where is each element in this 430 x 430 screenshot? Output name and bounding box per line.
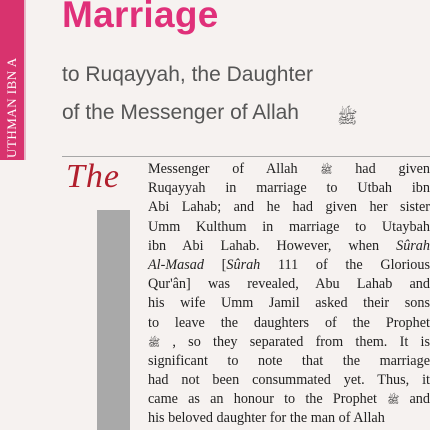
text-line: came as an honour to the Prophet ﷺ and xyxy=(148,391,430,408)
text-line: ﷺ , so they separated from them. It is xyxy=(148,333,430,350)
text-line: Messenger of Allah ﷺ had given xyxy=(148,161,430,177)
text-line: Ruqayyah in marriage to Utbah ibn xyxy=(148,180,430,197)
text-line: significant to note that the marriage xyxy=(148,352,430,369)
body-paragraph xyxy=(148,160,430,429)
chapter-subtitle-line-1: to Ruqayyah, the Daughter xyxy=(62,63,313,86)
text-line: Abi Lahab; and he had given her sister xyxy=(148,199,430,216)
honorific-glyph: ﷺ xyxy=(337,108,358,128)
honorific-glyph: ﷺ xyxy=(387,395,400,407)
honorific-glyph: ﷺ xyxy=(148,337,161,349)
title-divider xyxy=(62,156,430,157)
chapter-subtitle-line-2: of the Messenger of Allah xyxy=(62,101,299,124)
spine-divider xyxy=(24,0,26,160)
spine-label: UTHMAN IBN A xyxy=(4,57,19,158)
chapter-title: Marriage xyxy=(62,0,219,35)
text-line: Qur'ân] was revealed, Abu Lahab and xyxy=(148,276,430,293)
decorative-grey-bar xyxy=(97,210,130,430)
text-line: his beloved daughter for the man of Allah xyxy=(148,410,385,427)
text-line: to leave the daughters of the Prophet xyxy=(148,314,430,331)
chapter-spine-tab xyxy=(0,0,24,160)
drop-cap-word: The xyxy=(66,158,120,195)
text-line: had not been consummated yet. Thus, it xyxy=(148,372,430,389)
honorific-glyph: ﷺ xyxy=(320,165,333,176)
text-line: Al-Masad [Sûrah 111 of the Glorious xyxy=(148,256,430,273)
text-line: Umm Kulthum in marriage to Utaybah xyxy=(148,218,430,235)
text-line: ibn Abi Lahab. However, when Sûrah xyxy=(148,237,430,254)
text-line: his wife Umm Jamil asked their sons xyxy=(148,295,430,312)
